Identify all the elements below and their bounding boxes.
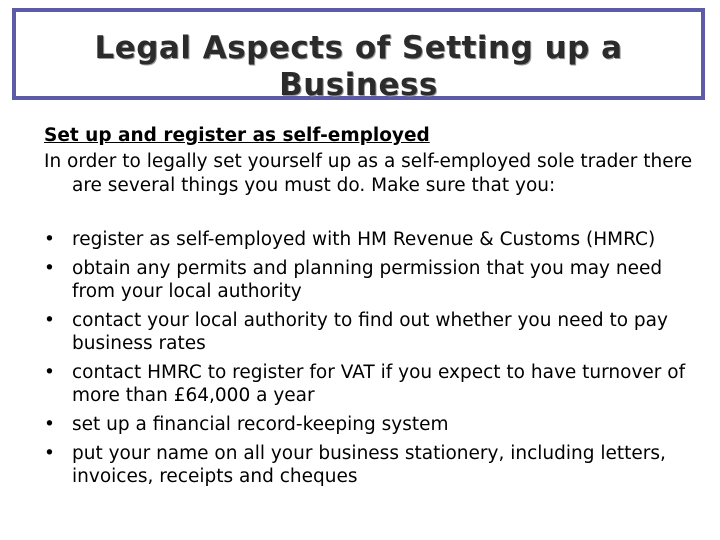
bullet-text: register as self-employed with HM Revenue & Customs (HMRC): [72, 229, 656, 250]
bullet-text: contact your local authority to find out whether you need to pay business rates: [72, 310, 668, 354]
bullet-icon: •: [44, 258, 55, 279]
slide-title-line-1: Legal Aspects of Setting up a: [94, 30, 623, 66]
bullet-item: [44, 442, 704, 488]
bullet-text: put your name on all your business stationery, including letters, invoices, receipts and cheques: [72, 443, 666, 487]
bullet-icon: •: [44, 310, 55, 331]
slide-title: [16, 30, 701, 104]
bullet-icon: •: [44, 229, 55, 250]
bullet-item: [44, 413, 704, 436]
bullet-text: set up a financial record-keeping system: [72, 414, 449, 435]
bullet-icon: •: [44, 414, 55, 435]
bullet-text: contact HMRC to register for VAT if you expect to have turnover of more than £64,000 a year: [72, 362, 686, 406]
intro-paragraph: In order to legally set yourself up as a self-employed sole trader there are several things you must do. Make sure that you:: [44, 151, 693, 196]
section-heading: Set up and register as self-employed: [44, 125, 430, 146]
bullet-icon: •: [44, 443, 55, 464]
bullet-item: [44, 257, 704, 303]
title-box: [12, 8, 705, 103]
bullet-list: [44, 228, 704, 488]
bullet-item: [44, 309, 704, 355]
slide-title-line-2: Business: [279, 67, 438, 103]
bullet-text: obtain any permits and planning permission that you may need from your local authority: [72, 258, 663, 302]
bullet-icon: •: [44, 362, 55, 383]
slide-body: [44, 124, 704, 494]
bullet-item: [44, 361, 704, 407]
bullet-item: [44, 228, 704, 251]
